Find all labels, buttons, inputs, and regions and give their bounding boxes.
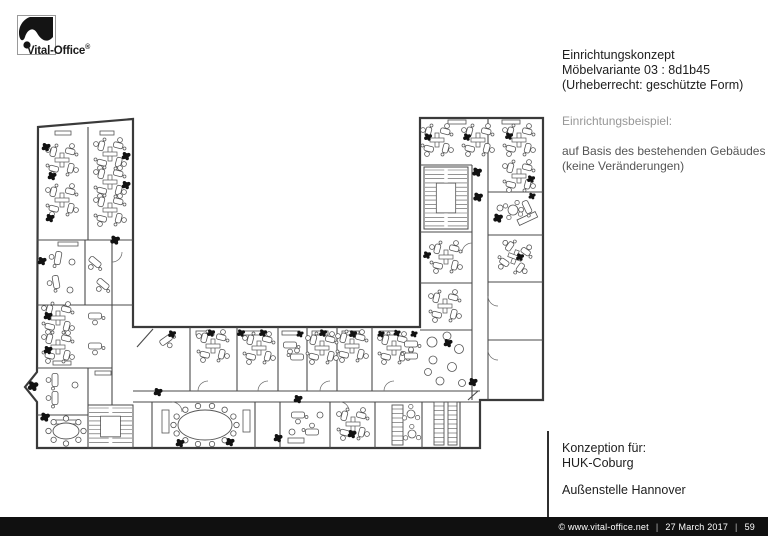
stool	[67, 287, 73, 293]
cabinet	[95, 371, 111, 375]
concept-divider-line	[547, 431, 549, 518]
stool	[443, 332, 451, 340]
stool	[289, 429, 295, 435]
stool	[436, 377, 444, 385]
title-line-3: (Urheberrecht: geschützte Form)	[562, 78, 744, 92]
concept-block	[562, 441, 686, 498]
stool	[427, 337, 437, 347]
stool	[429, 356, 437, 364]
example-line-1: auf Basis des bestehenden Gebäudes	[562, 144, 766, 158]
title-block	[562, 48, 743, 93]
cabinet	[100, 131, 114, 135]
registered-mark: ®	[85, 44, 91, 51]
cabinet	[502, 120, 520, 124]
shelf	[448, 402, 457, 445]
shelf	[434, 402, 444, 445]
stool	[455, 345, 464, 354]
footer-separator: |	[735, 521, 738, 532]
stool	[72, 382, 78, 388]
title-line-2: Möbelvariante 03 : 8d1b45	[562, 63, 711, 77]
footer-separator: |	[655, 521, 659, 532]
footer-copyright: © www.vital-office.net	[558, 521, 649, 532]
example-heading: Einrichtungsbeispiel:	[562, 114, 673, 128]
footer-page-number: 59	[744, 521, 755, 532]
cabinet	[58, 242, 78, 246]
cabinet	[448, 120, 466, 124]
stool	[69, 259, 75, 265]
logo-wordmark: Vital-Office®	[27, 44, 91, 57]
footer-date: 27 March 2017	[665, 521, 729, 532]
cabinet	[288, 438, 304, 443]
cabinet	[162, 410, 169, 433]
cabinet	[55, 131, 71, 135]
example-line-2: (keine Veränderungen)	[562, 159, 685, 173]
footer-bar	[0, 517, 768, 536]
shelf	[392, 405, 403, 445]
concept-branch: Außenstelle Hannover	[562, 483, 686, 497]
concept-label: Konzeption für:	[562, 441, 647, 455]
stool	[425, 369, 432, 376]
stool	[448, 363, 457, 372]
title-line-1: Einrichtungskonzept	[562, 48, 675, 62]
concept-client: HUK-Coburg	[562, 456, 634, 470]
cabinet	[243, 410, 250, 432]
example-description	[562, 144, 765, 174]
stool	[497, 205, 503, 211]
stool	[317, 412, 323, 418]
stool	[459, 380, 466, 387]
